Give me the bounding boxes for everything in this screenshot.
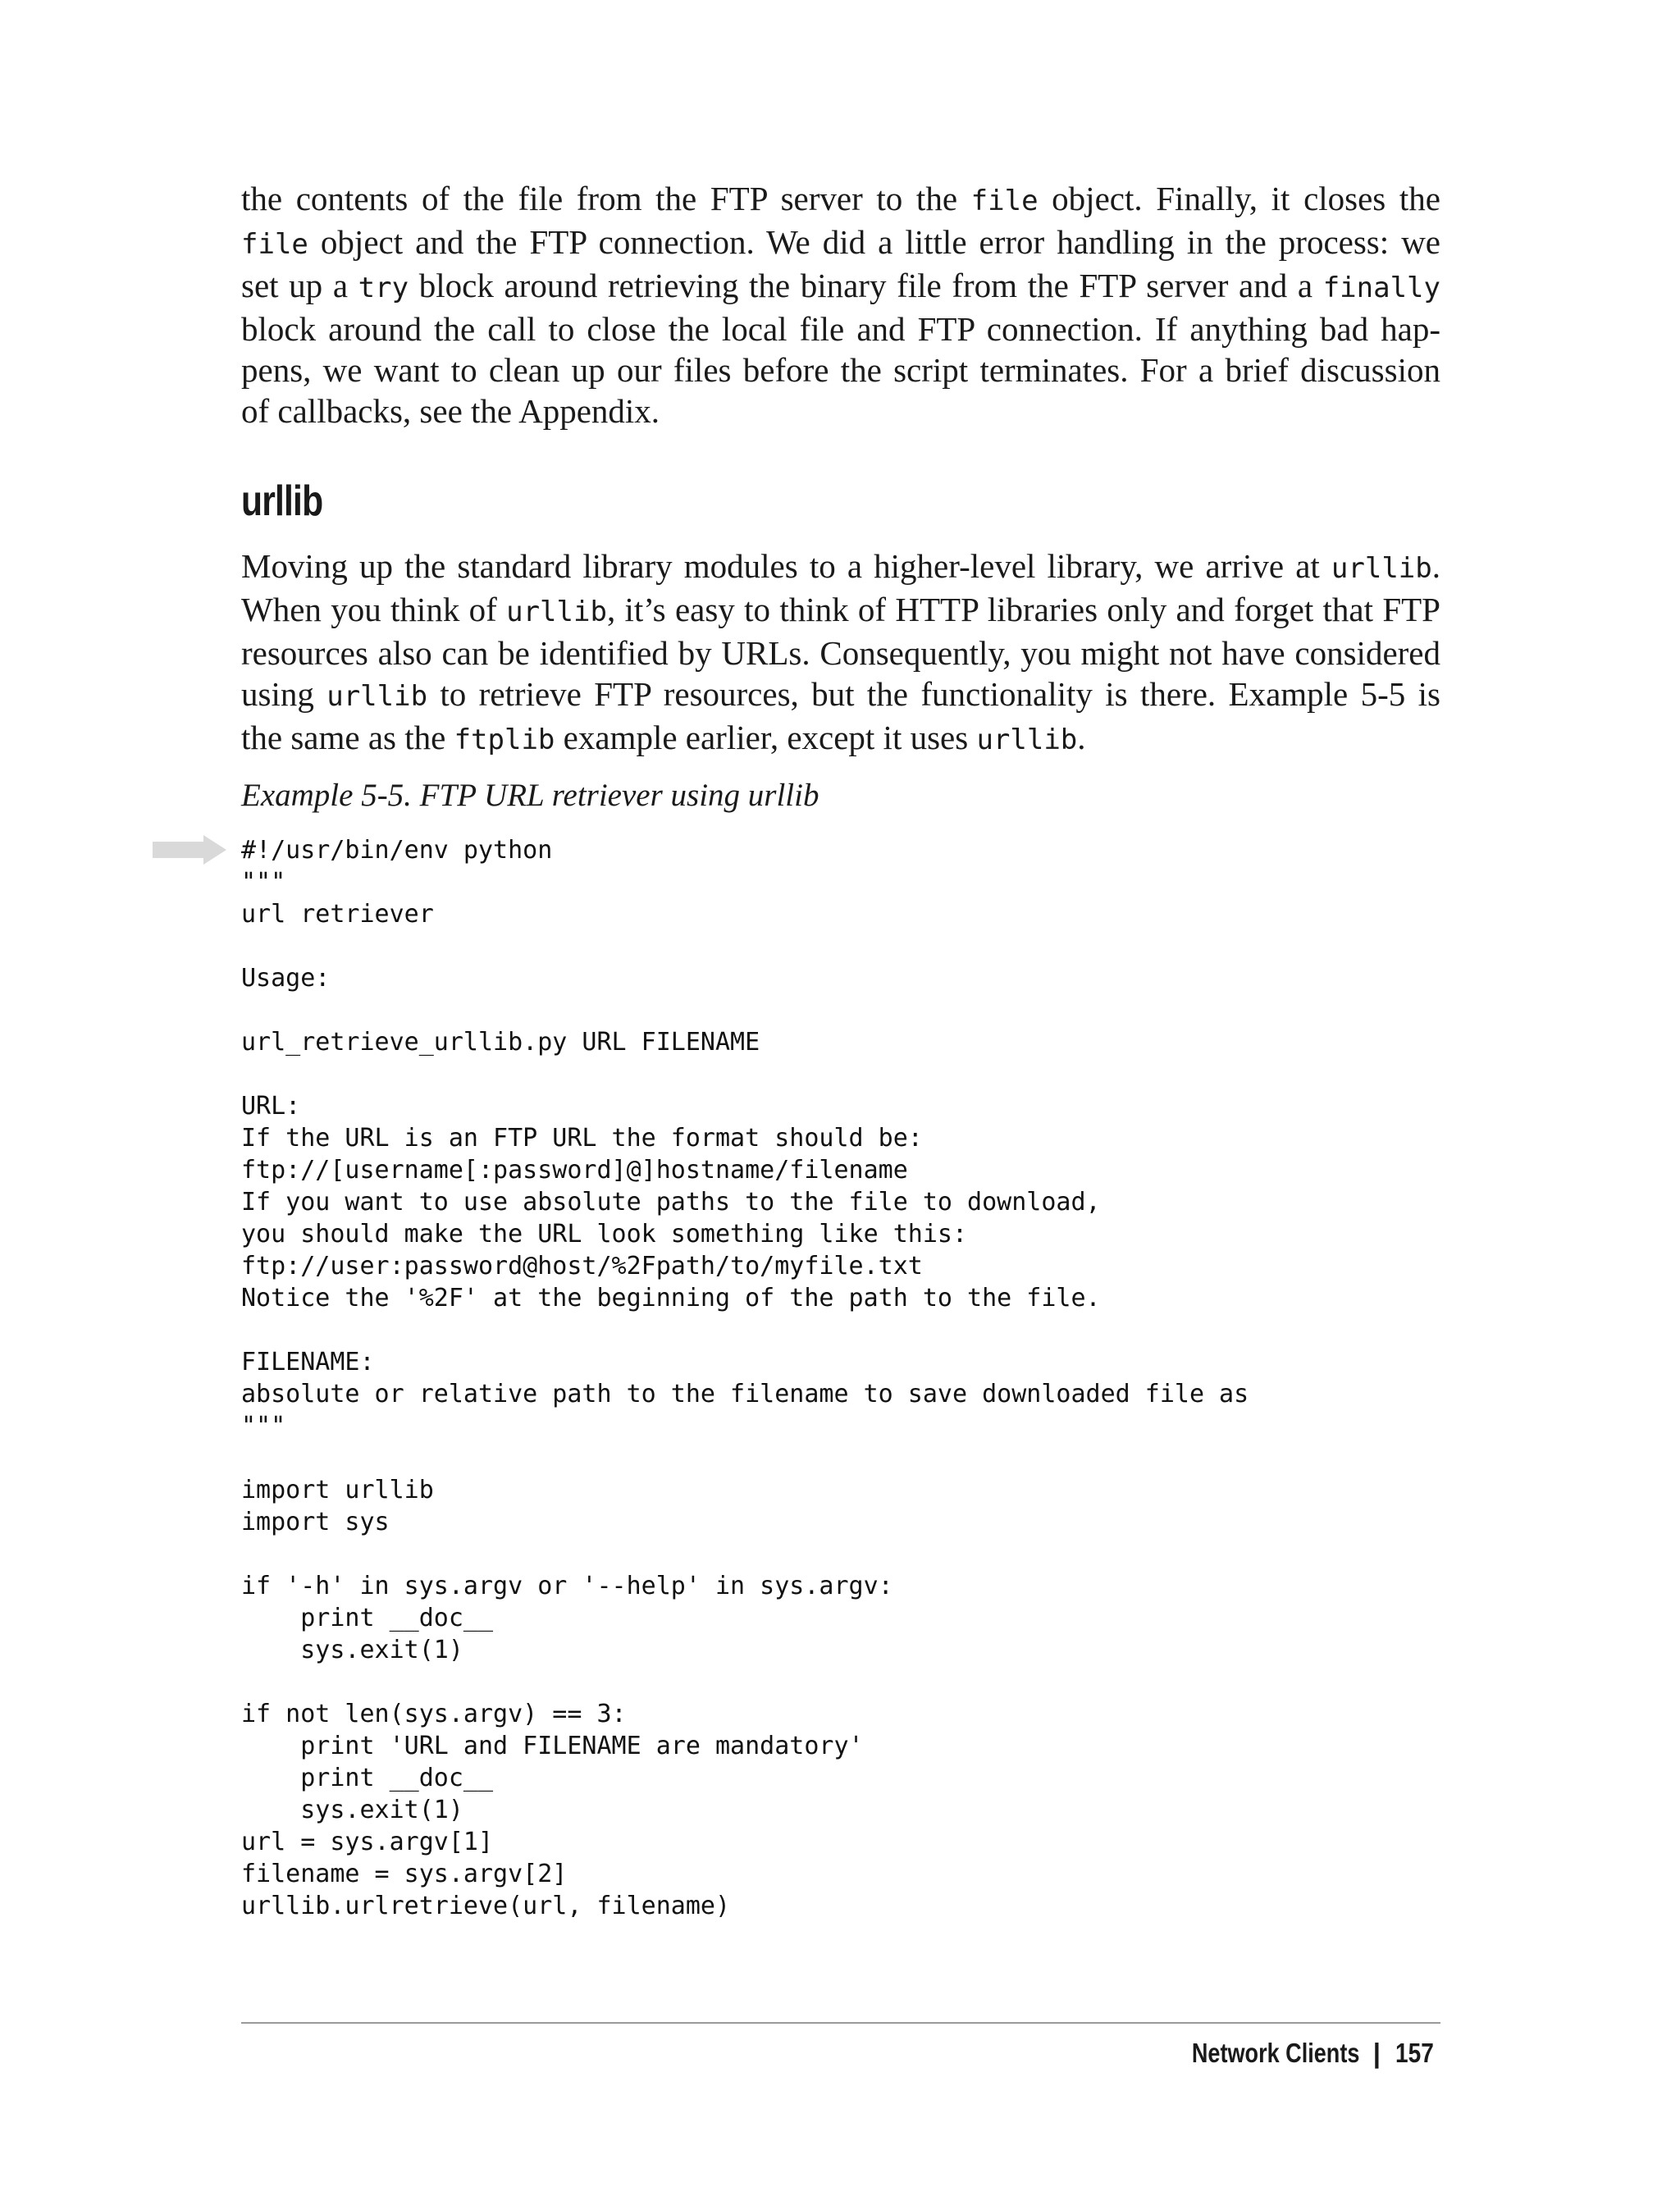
code-line: url retriever — [241, 900, 434, 929]
text-line — [241, 717, 1440, 760]
inline-code: urllib — [506, 596, 607, 628]
inline-code: urllib — [1331, 552, 1432, 585]
page-number: 157 — [1395, 2038, 1434, 2068]
inline-code: urllib — [326, 680, 428, 713]
code-line: print __doc__ — [241, 1604, 494, 1632]
code-line: """ — [241, 868, 286, 897]
text-run: . — [1077, 719, 1086, 756]
code-line: import urllib — [241, 1476, 434, 1504]
code-line: print 'URL and FILENAME are mandatory' — [241, 1732, 864, 1760]
text-line — [241, 632, 1440, 673]
footer-separator: | — [1372, 2038, 1381, 2068]
text-run: example earlier, except it uses — [555, 719, 977, 756]
code-line — [241, 1442, 1249, 1474]
code-line — [241, 1058, 1249, 1090]
code-line: print __doc__ — [241, 1764, 494, 1792]
footer-rule — [241, 2022, 1440, 2024]
code-line: if '-h' in sys.argv or '--help' in sys.argv: — [241, 1572, 893, 1600]
code-line: absolute or relative path to the filename to save downloaded file as — [241, 1380, 1249, 1408]
code-line — [241, 1538, 1249, 1570]
code-line: url = sys.argv[1] — [241, 1828, 494, 1856]
inline-code: try — [358, 272, 409, 304]
text-run: of callbacks, see the Appendix. — [241, 392, 660, 430]
text-line — [241, 546, 1440, 589]
section-heading: urllib — [241, 477, 323, 525]
text-run: to retrieve FTP resources, but the functionality is there. Example 5-5 is — [427, 675, 1440, 713]
text-run: set up a — [241, 267, 358, 304]
text-run: object and the FTP connection. We did a little error handling in the process: we — [308, 223, 1440, 261]
code-line: #!/usr/bin/env python — [241, 836, 553, 865]
right-arrow-icon — [153, 835, 226, 865]
code-line: you should make the URL look something like this: — [241, 1220, 968, 1249]
text-run: . — [1431, 547, 1440, 585]
code-line: """ — [241, 1412, 286, 1440]
code-line: FILENAME: — [241, 1348, 375, 1376]
paragraph-urllib-intro — [241, 546, 1440, 760]
inline-code: finally — [1322, 272, 1440, 304]
code-line: filename = sys.argv[2] — [241, 1860, 568, 1888]
code-line: urllib.urlretrieve(url, filename) — [241, 1892, 731, 1920]
code-line — [241, 1314, 1249, 1346]
code-line: import sys — [241, 1508, 390, 1536]
text-run: , it’s easy to think of HTTP libraries only and forget that FTP — [606, 591, 1440, 628]
inline-code: ftplib — [454, 724, 555, 756]
text-line — [241, 221, 1440, 265]
code-line — [241, 994, 1249, 1026]
code-block — [241, 834, 1249, 1922]
text-run: pens, we want to clean up our files before the script terminates. For a brief discussion — [241, 351, 1440, 389]
code-line — [241, 930, 1249, 962]
code-line: ftp://[username[:password]@]hostname/filename — [241, 1156, 908, 1185]
code-line: url_retrieve_urllib.py URL FILENAME — [241, 1028, 760, 1057]
text-run: object. Finally, it closes the — [1038, 180, 1440, 217]
footer-section-name: Network Clients — [1192, 2038, 1360, 2068]
code-line: sys.exit(1) — [241, 1796, 463, 1824]
inline-code: file — [970, 185, 1039, 217]
code-line: sys.exit(1) — [241, 1636, 463, 1664]
text-line — [241, 349, 1440, 390]
text-line — [241, 308, 1440, 349]
inline-code: urllib — [976, 724, 1078, 756]
text-line — [241, 673, 1440, 717]
inline-code: file — [241, 228, 308, 261]
code-line: if not len(sys.argv) == 3: — [241, 1700, 627, 1728]
code-line — [241, 1666, 1249, 1698]
code-line: ftp://user:password@host/%2Fpath/to/myfile.txt — [241, 1252, 923, 1281]
code-line: URL: — [241, 1092, 301, 1121]
example-caption: Example 5-5. FTP URL retriever using urllib — [241, 778, 819, 813]
text-run: Moving up the standard library modules to a higher-level library, we arrive at — [241, 547, 1331, 585]
code-line: Notice the '%2F' at the beginning of the path to the file. — [241, 1284, 1101, 1312]
code-line: Usage: — [241, 964, 331, 993]
text-line — [241, 265, 1440, 308]
text-run: block around the call to close the local file and FTP connection. If anything bad hap- — [241, 310, 1440, 348]
text-line — [241, 589, 1440, 632]
code-line: If the URL is an FTP URL the format should be: — [241, 1124, 923, 1153]
text-run: resources also can be identified by URLs. Consequently, you might not have considered — [241, 634, 1440, 672]
text-run: When you think of — [241, 591, 507, 628]
text-run: using — [241, 675, 327, 713]
code-line: If you want to use absolute paths to the file to download, — [241, 1188, 1101, 1217]
text-line — [241, 390, 1440, 431]
page-footer — [1155, 2033, 1440, 2074]
text-run: the contents of the file from the FTP server to the — [241, 180, 971, 217]
text-run: the same as the — [241, 719, 454, 756]
text-line — [241, 178, 1440, 221]
paragraph-ftplib-summary — [241, 178, 1440, 431]
text-run: block around retrieving the binary file from the FTP server and a — [409, 267, 1323, 304]
